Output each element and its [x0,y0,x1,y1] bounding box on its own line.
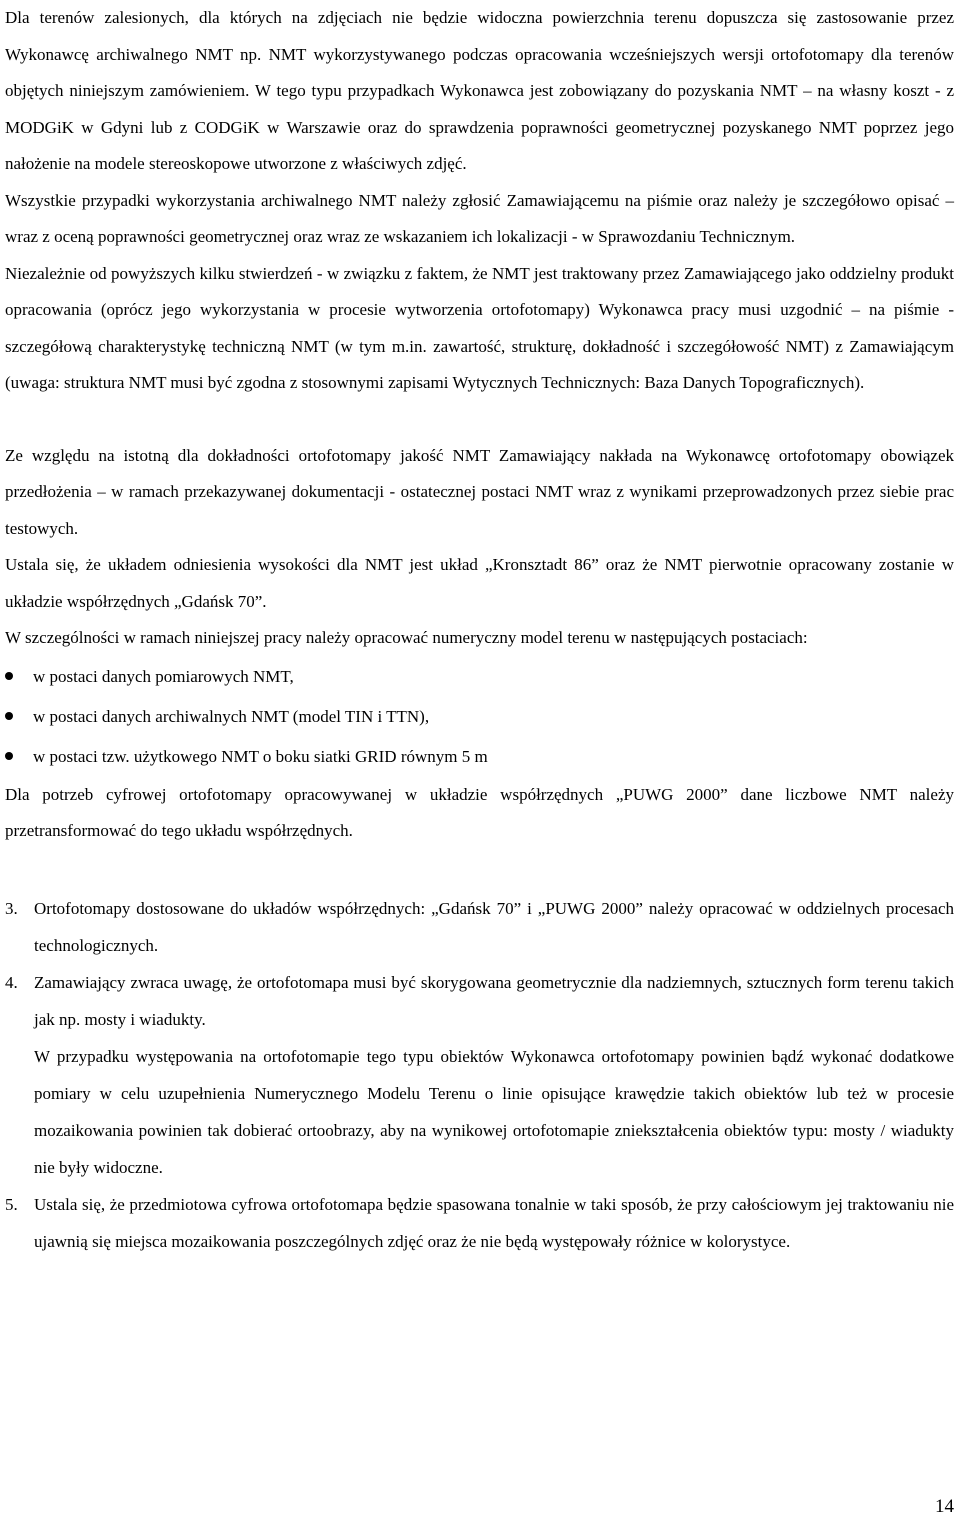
item-text: Ustala się, że przedmiotowa cyfrowa ortofotomapa będzie spasowana tonalnie w taki sposób, że przy całościowym jej traktowaniu nie ujawnią się miejsca mozaikowania poszczególnych zdjęć oraz że nie będą występowały różnice w kolorystyce. [34,1194,954,1251]
item-number: 5. [5,1194,18,1214]
list-item-text: w postaci tzw. użytkowego NMT o boku siatki GRID równym 5 m [33,746,488,766]
item-text: Zamawiający zwraca uwagę, że ortofotomapa musi być skorygowana geometrycznie dla nadziemnych, sztucznych form terenu takich jak np. mosty i wiadukty. [34,972,954,1029]
bullet-icon [5,752,13,760]
page-number: 14 [935,1496,954,1517]
item-number: 3. [5,898,18,918]
paragraph-bridges-viaducts: W przypadku występowania na ortofotomapie tego typu obiektów Wykonawca ortofotomapy powinien bądź wykonać dodatkowe pomiary w celu uzupełnienia Numerycznego Modelu Terenu o linie opisujące krawędzie takich obiektów lub też w procesie mozaikowania powinien tak dobierać ortoobrazy, aby na wynikowej ortofotomapie zniekształcenia obiektów typu: mosty / wiadukty nie były widoczne. [34,1046,954,1177]
list-item [5,657,954,697]
list-item [5,697,954,737]
numbered-item-3 [5,890,954,964]
paragraph-nmt-separate-product: Niezależnie od powyższych kilku stwierdzeń - w związku z faktem, że NMT jest traktowany przez Zamawiającego jako oddzielny produkt opracowania (oprócz jego wykorzystania w procesie wytworzenia ortofotomapy) Wykonawca pracy musi uzgodnić – na piśmie - szczegółową charakterystykę techniczną NMT (w tym m.in. zawartość, strukturę, dokładność i szczegółowość NMT) z Zamawiającym (uwaga: struktura NMT musi być zgodna z stosownymi zapisami Wytycznych Technicznych: Baza Danych Topograficznych). [5,263,954,392]
paragraph-forest-areas: Dla terenów zalesionych, dla których na zdjęciach nie będzie widoczna powierzchnia terenu dopuszcza się zastosowanie przez Wykonawcę archiwalnego NMT np. NMT wykorzystywanego podczas opracowania wcześniejszych wersji ortofotomapy dla terenów objętych niniejszym zamówieniem. W tego typu przypadkach Wykonawca jest zobowiązany do pozyskania NMT – na własny koszt - z MODGiK w Gdyni lub z CODGiK w Warszawie oraz do sprawdzenia poprawności geometrycznej pozyskanego NMT poprzez jego nałożenie na modele stereoskopowe utworzone z właściwych zdjęć. [5,8,954,173]
paragraph-archival-nmt-report: Wszystkie przypadki wykorzystania archiwalnego NMT należy zgłosić Zamawiającemu na piśmie oraz należy je szczegółowo opisać – wraz z oceną poprawności geometrycznej oraz wraz ze wskazaniem ich lokalizacji - w Sprawozdaniu Technicznym. [5,190,954,246]
bullet-icon [5,712,13,720]
list-item-text: w postaci danych archiwalnych NMT (model TIN i TTN), [33,706,430,726]
paragraph-nmt-quality: Ze względu na istotną dla dokładności ortofotomapy jakość NMT Zamawiający nakłada na Wykonawcę ortofotomapy obowiązek przedłożenia – w ramach przekazywanej dokumentacji - ostatecznej postaci NMT wraz z wynikami przeprowadzonych przez siebie prac testowych. [5,445,954,538]
list-item-text: w postaci danych pomiarowych NMT, [33,666,294,686]
item-text: Ortofotomapy dostosowane do układów współrzędnych: „Gdańsk 70” i „PUWG 2000” należy opracować w oddzielnych procesach technologicznych. [34,898,954,955]
item-number: 4. [5,972,18,992]
spacer [5,402,954,438]
numbered-list-continued [5,1186,954,1260]
nmt-forms-list [5,657,954,777]
numbered-item-4 [5,964,954,1038]
numbered-list [5,890,954,1038]
spacer [5,850,954,890]
paragraph-height-reference: Ustala się, że układem odniesienia wysokości dla NMT jest układ „Kronsztadt 86” oraz że NMT pierwotnie opracowany zostanie w układzie współrzędnych „Gdańsk 70”. [5,555,954,611]
paragraph-puwg-transform: Dla potrzeb cyfrowej ortofotomapy opracowywanej w układzie współrzędnych „PUWG 2000” dane liczbowe NMT należy przetransformować do tego układu współrzędnych. [5,784,954,840]
paragraph-nmt-forms-intro: W szczególności w ramach niniejszej pracy należy opracować numeryczny model terenu w następujących postaciach: [5,628,808,647]
bullet-icon [5,672,13,680]
numbered-item-5 [5,1186,954,1260]
list-item [5,737,954,777]
